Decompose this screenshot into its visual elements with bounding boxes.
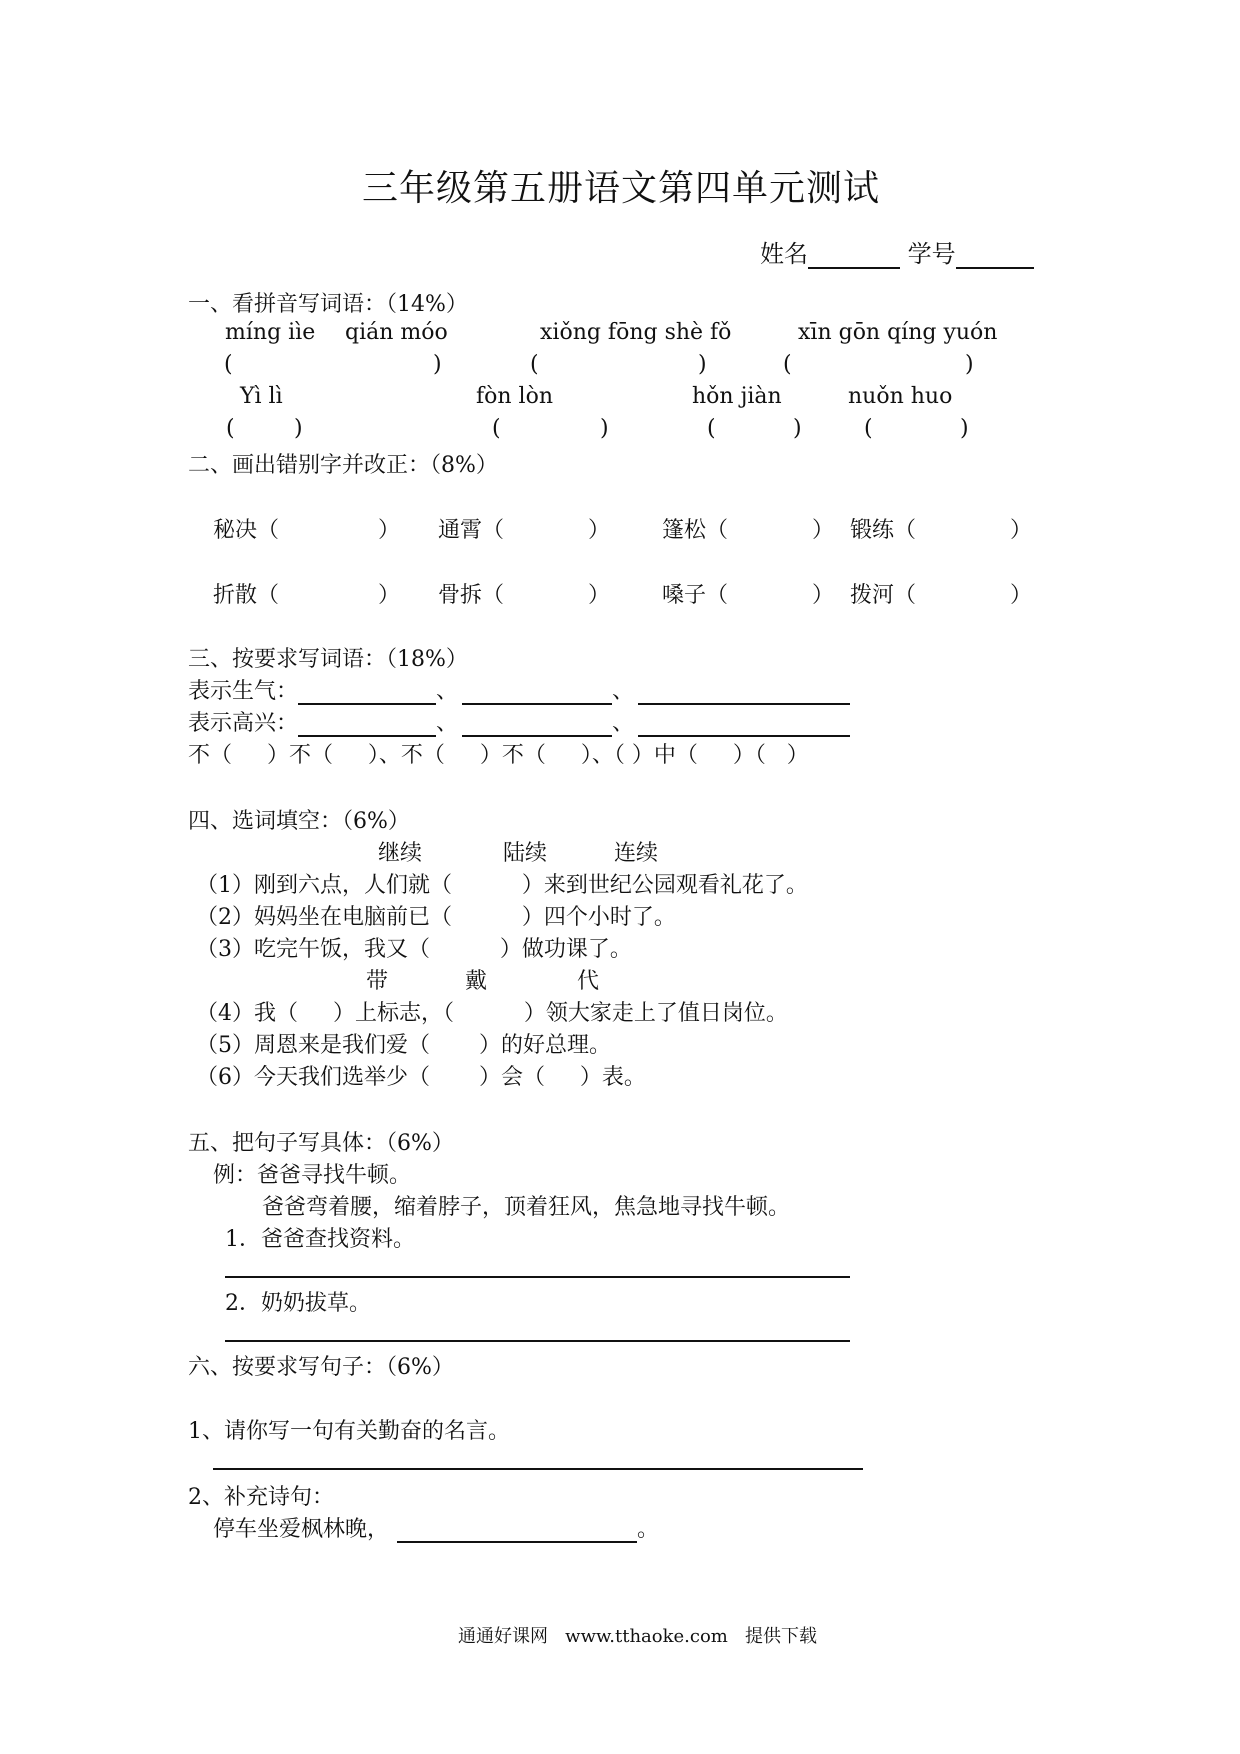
paren-close: ） xyxy=(588,518,611,543)
pinyin-1-4: xīn gōn qíng yuón xyxy=(798,320,998,345)
poem-end: 。 xyxy=(637,1517,660,1542)
typo-word: 篷松（ xyxy=(662,518,729,543)
pinyin-1-3: xiǒng fōng shè fǒ xyxy=(540,320,732,345)
angry-words-row xyxy=(188,674,850,705)
answer-paren-close: ) xyxy=(433,352,442,377)
poem-text: 停车坐爱枫林晚， xyxy=(213,1517,390,1542)
choice-word: 陆续 xyxy=(503,841,548,866)
question-5[interactable]: （5）周恩来是我们爱（ ）的好总理。 xyxy=(196,1033,611,1058)
answer-line[interactable] xyxy=(225,1276,850,1278)
typo-word: 骨拆（ xyxy=(438,583,505,608)
typo-word: 锻练（ xyxy=(850,518,917,543)
separator: 、 xyxy=(436,679,459,704)
answer-paren-close: ) xyxy=(965,352,974,377)
answer-line[interactable] xyxy=(225,1340,850,1342)
choice-word: 戴 xyxy=(465,969,488,994)
poem-line xyxy=(213,1512,659,1543)
choice-word: 代 xyxy=(577,969,600,994)
example-answer: 爸爸弯着腰，缩着脖子，顶着狂风，焦急地寻找牛顿。 xyxy=(262,1195,791,1220)
item-2: 2、补充诗句： xyxy=(188,1485,334,1510)
answer-paren-close: ) xyxy=(960,416,969,441)
angry-label: 表示生气： xyxy=(188,679,299,704)
pinyin-2-2: fòn lòn xyxy=(476,384,553,409)
number-label: 学号 xyxy=(907,240,956,268)
answer-blank[interactable] xyxy=(298,679,436,705)
answer-paren-close: ) xyxy=(600,416,609,441)
choice-word: 带 xyxy=(366,969,389,994)
typo-word: 拨河（ xyxy=(850,583,917,608)
item-1: 1．爸爸查找资料。 xyxy=(225,1227,415,1252)
happy-words-row xyxy=(188,706,850,737)
answer-blank[interactable] xyxy=(638,711,850,737)
answer-paren-open[interactable]: ( xyxy=(707,416,716,441)
answer-paren-close: ) xyxy=(698,352,707,377)
answer-paren-open[interactable]: ( xyxy=(530,352,539,377)
question-1[interactable]: （1）刚到六点，人们就（ ）来到世纪公园观看礼花了。 xyxy=(196,873,808,898)
typo-word: 秘决（ xyxy=(213,518,280,543)
number-field[interactable] xyxy=(956,243,1034,269)
poem-blank[interactable] xyxy=(397,1517,637,1543)
answer-paren-open[interactable]: ( xyxy=(226,416,235,441)
answer-blank[interactable] xyxy=(298,711,436,737)
pattern-row[interactable]: 不（ ）不（ ）、不（ ）不（ ）、（ ）中（ ）（ ） xyxy=(188,743,809,768)
answer-paren-open[interactable]: ( xyxy=(783,352,792,377)
answer-paren-open[interactable]: ( xyxy=(492,416,501,441)
answer-paren-close: ) xyxy=(793,416,802,441)
pinyin-2-3: hǒn jiàn xyxy=(692,384,782,409)
question-6[interactable]: （6）今天我们选举少（ ）会（ ）表。 xyxy=(196,1065,646,1090)
separator: 、 xyxy=(612,711,635,736)
choice-word: 连续 xyxy=(614,841,659,866)
item-2: 2．奶奶拔草。 xyxy=(225,1291,371,1316)
paren-close: ） xyxy=(378,518,401,543)
answer-paren-open[interactable]: ( xyxy=(224,352,233,377)
example-sentence: 例：爸爸寻找牛顿。 xyxy=(213,1163,412,1188)
pinyin-2-1: Yì lì xyxy=(240,384,283,409)
question-2[interactable]: （2）妈妈坐在电脑前已（ ）四个小时了。 xyxy=(196,905,676,930)
happy-label: 表示高兴： xyxy=(188,711,299,736)
separator: 、 xyxy=(612,679,635,704)
answer-blank[interactable] xyxy=(638,679,850,705)
section-3-heading: 三、按要求写词语：（18%） xyxy=(188,647,468,672)
footer-text: 通通好课网 www.tthaoke.com 提供下载 xyxy=(458,1626,818,1647)
question-4[interactable]: （4）我（ ）上标志，（ ）领大家走上了值日岗位。 xyxy=(196,1001,788,1026)
separator: 、 xyxy=(436,711,459,736)
answer-paren-close: ) xyxy=(294,416,303,441)
paren-close: ） xyxy=(1010,518,1033,543)
section-2-heading: 二、画出错别字并改正：（8%） xyxy=(188,453,498,478)
typo-word: 通霄（ xyxy=(438,518,505,543)
paren-close: ） xyxy=(812,583,835,608)
answer-blank[interactable] xyxy=(462,679,612,705)
section-1-heading: 一、看拼音写词语：（14%） xyxy=(188,292,468,317)
name-label: 姓名 xyxy=(760,240,808,268)
paren-close: ） xyxy=(1010,583,1033,608)
typo-word: 折散（ xyxy=(213,583,280,608)
answer-blank[interactable] xyxy=(462,711,612,737)
section-5-heading: 五、把句子写具体：（6%） xyxy=(188,1131,454,1156)
name-field[interactable] xyxy=(808,243,900,269)
paren-close: ） xyxy=(812,518,835,543)
paren-close: ） xyxy=(378,583,401,608)
choice-word: 继续 xyxy=(378,841,423,866)
typo-word: 嗓子（ xyxy=(662,583,729,608)
pinyin-1-2: qián móo xyxy=(345,320,448,345)
section-6-heading: 六、按要求写句子：（6%） xyxy=(188,1355,454,1380)
question-3[interactable]: （3）吃完午饭，我又（ ）做功课了。 xyxy=(196,937,632,962)
section-4-heading: 四、选词填空：（6%） xyxy=(188,809,410,834)
page-title: 三年级第五册语文第四单元测试 xyxy=(362,168,881,209)
answer-line[interactable] xyxy=(213,1468,863,1470)
pinyin-1-1: míng iìe xyxy=(225,320,316,345)
item-1: 1、请你写一句有关勤奋的名言。 xyxy=(188,1419,510,1444)
name-number-header xyxy=(760,234,1034,269)
paren-close: ） xyxy=(588,583,611,608)
answer-paren-open[interactable]: ( xyxy=(864,416,873,441)
pinyin-2-4: nuǒn huo xyxy=(848,384,953,409)
